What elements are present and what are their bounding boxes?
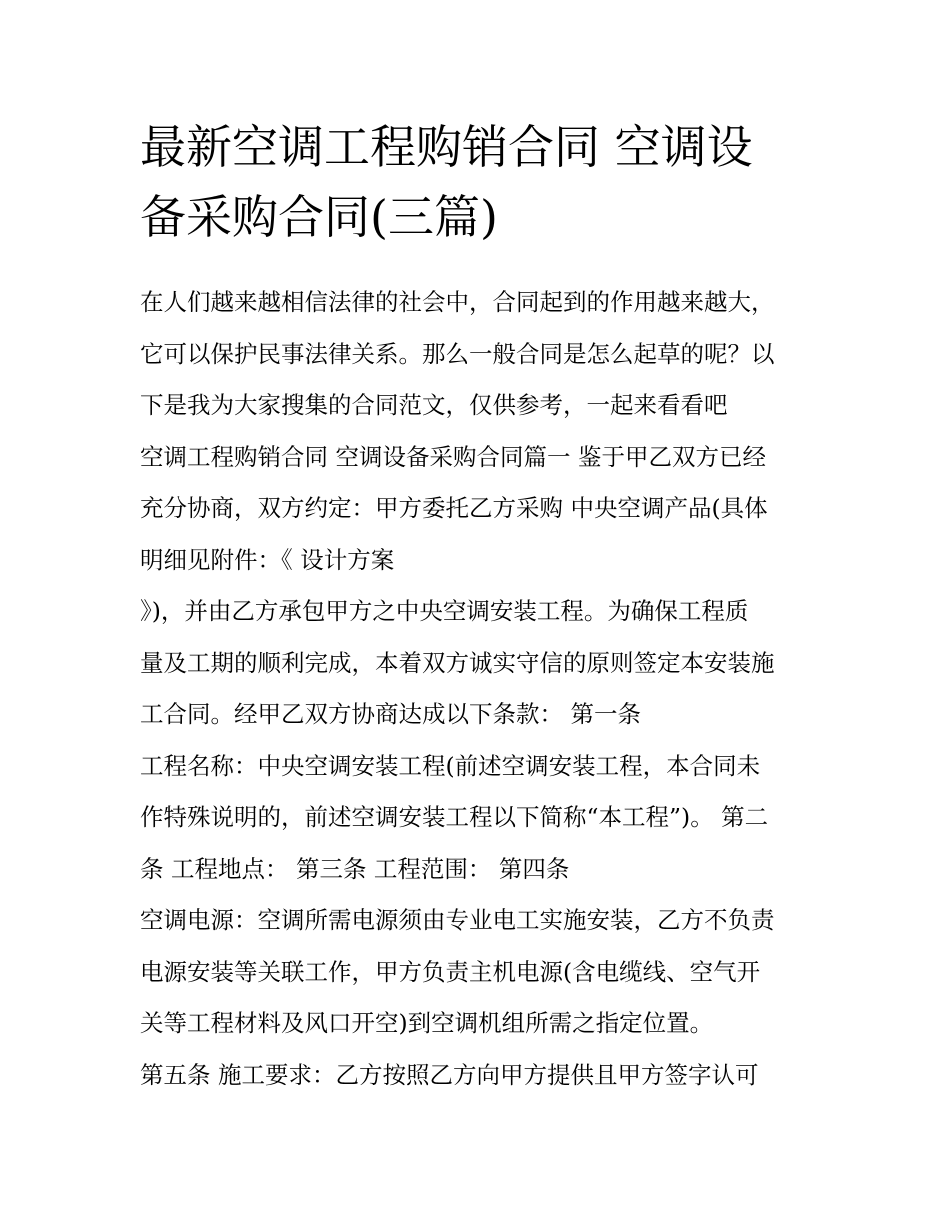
body-line: 量及工期的顺利完成，本着双方诚实守信的原则签定本安装施	[140, 648, 775, 677]
body-line: 关等工程材料及风口开空)到空调机组所需之指定位置。	[140, 1009, 714, 1037]
body-line: 明细见附件：《 设计方案	[140, 545, 395, 574]
title-line: 备采购合同(三篇)	[140, 190, 498, 244]
body-line: 》)，并由乙方承包甲方之中央空调安装工程。为确保工程质	[140, 597, 749, 625]
body-line: 它可以保护民事法律关系。那么一般合同是怎么起草的呢？以	[140, 339, 775, 368]
body-line: 空调电源：空调所需电源须由专业电工实施安装，乙方不负责	[140, 906, 775, 934]
body-line: 作特殊说明的，前述空调安装工程以下简称“本工程”)。 第二	[140, 803, 769, 831]
body-line: 第五条 施工要求：乙方按照乙方向甲方提供且甲方签字认可	[140, 1060, 759, 1089]
title-line: 最新空调工程购销合同 空调设	[140, 120, 753, 174]
body-line: 工程名称：中央空调安装工程(前述空调安装工程，本合同未	[140, 751, 761, 780]
document-body	[140, 277, 830, 1101]
body-line: 下是我为大家搜集的合同范文，仅供参考，一起来看看吧	[140, 391, 728, 419]
document-title	[140, 112, 820, 252]
body-line: 充分协商，双方约定：甲方委托乙方采购 中央空调产品(具体	[140, 494, 768, 522]
body-line: 空调工程购销合同 空调设备采购合同篇一 鉴于甲乙双方已经	[140, 442, 766, 471]
body-line: 电源安装等关联工作，甲方负责主机电源(含电缆线、空气开	[140, 957, 761, 986]
body-line: 在人们越来越相信法律的社会中，合同起到的作用越来越大，	[140, 288, 775, 316]
body-line: 工合同。经甲乙双方协商达成以下条款： 第一条	[140, 700, 641, 728]
body-line: 条 工程地点： 第三条 工程范围： 第四条	[140, 854, 570, 883]
